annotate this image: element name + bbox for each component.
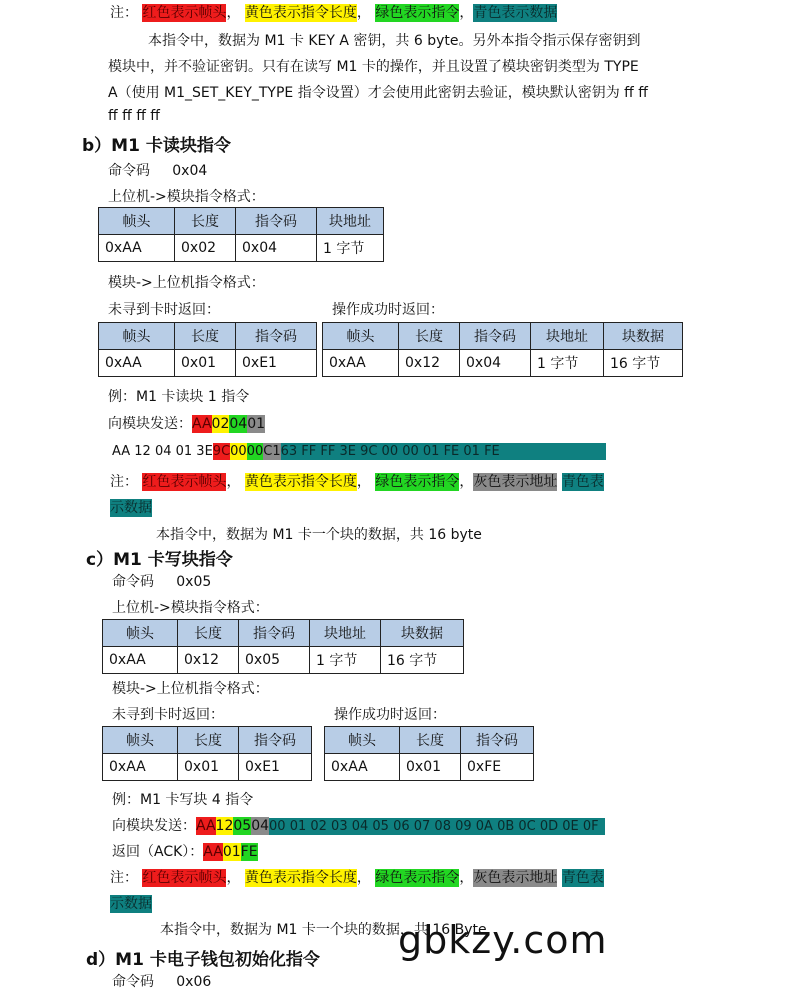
resp-plain: AA 12 04 01 3E xyxy=(112,444,213,459)
byte-red: AA xyxy=(203,844,223,860)
legend-gray: 灰色表示地址 xyxy=(473,870,558,886)
header-cell: 块地址 xyxy=(531,323,604,350)
header-cell: 长度 xyxy=(400,727,461,754)
legend-yellow: 黄色表示指令长度 xyxy=(244,870,357,886)
cell: 0xAA xyxy=(103,754,178,781)
cell: 16 字节 xyxy=(381,647,464,674)
section-b-title: b）M1 卡读块指令 xyxy=(82,136,231,156)
para-a-line-3: A（使用 M1_SET_KEY_TYPE 指令设置）才会使用此密钥去验证，模块默认密钥为 ff ff xyxy=(108,85,648,101)
legend-sep: ， xyxy=(226,474,241,490)
header-cell: 帧头 xyxy=(325,727,400,754)
ok-label-b: 操作成功时返回： xyxy=(332,302,444,318)
legend-gray: 灰色表示地址 xyxy=(473,474,558,490)
header-cell: 指令码 xyxy=(239,620,310,647)
legend-green: 绿色表示指令 xyxy=(375,5,460,21)
cell: 0xAA xyxy=(323,350,399,377)
bytes-teal: 63 FF FF 3E 9C 00 00 01 FE 01 FE xyxy=(281,443,606,460)
cmd-label: 命令码 xyxy=(112,974,154,990)
legend-prefix: 注： xyxy=(110,5,138,21)
legend-b xyxy=(110,471,604,491)
ack-line-c xyxy=(112,841,258,861)
cell: 0xE1 xyxy=(239,754,312,781)
header-cell: 块数据 xyxy=(604,323,683,350)
cell: 0xAA xyxy=(99,235,175,262)
example-b: 例：M1 卡读块 1 指令 xyxy=(108,389,250,405)
nocard-table-b xyxy=(98,322,317,377)
byte-yellow: 01 xyxy=(222,844,241,860)
bytes-teal: 00 01 02 03 04 05 06 07 08 09 0A 0B 0C 0D 0E 0F xyxy=(269,818,605,835)
ok-table-c xyxy=(324,726,534,781)
host-table-b xyxy=(98,207,384,262)
send-line-b xyxy=(108,413,265,433)
cmd-value: 0x05 xyxy=(176,574,212,590)
header-cell: 长度 xyxy=(178,727,239,754)
header-cell: 长度 xyxy=(399,323,460,350)
cell: 0x05 xyxy=(239,647,310,674)
legend-teal: 青色表 xyxy=(561,870,604,886)
header-cell: 帧头 xyxy=(323,323,399,350)
cell: 16 字节 xyxy=(604,350,683,377)
ok-label-c: 操作成功时返回： xyxy=(334,707,446,723)
cell: 1 字节 xyxy=(310,647,381,674)
byte-red: AA xyxy=(196,818,216,834)
byte-gray: 04 xyxy=(251,818,270,834)
byte-yellow: 00 xyxy=(230,444,247,459)
watermark-text: gbkzy.com xyxy=(398,918,608,962)
send-label: 向模块发送： xyxy=(112,818,196,834)
byte-green: FE xyxy=(240,844,258,860)
header-cell: 长度 xyxy=(175,323,236,350)
nocard-label-c: 未寻到卡时返回： xyxy=(112,707,224,723)
cmd-value: 0x04 xyxy=(172,163,208,179)
legend-sep: ， xyxy=(226,5,241,21)
cell: 1 字节 xyxy=(531,350,604,377)
legend-red: 红色表示帧头 xyxy=(142,474,227,490)
cmd-label: 命令码 xyxy=(112,574,154,590)
cmd-code-d xyxy=(112,971,211,991)
header-cell: 长度 xyxy=(178,620,239,647)
legend-sep: ， xyxy=(356,5,371,21)
nocard-label-b: 未寻到卡时返回： xyxy=(108,302,220,318)
example-c: 例：M1 卡写块 4 指令 xyxy=(112,792,254,808)
legend-sep: ， xyxy=(356,474,371,490)
host-table-c xyxy=(102,619,464,674)
header-cell: 块地址 xyxy=(317,208,384,235)
section-c-title: c）M1 卡写块指令 xyxy=(86,550,233,570)
cell: 0xFE xyxy=(461,754,534,781)
legend-teal: 青色表示数据 xyxy=(473,5,558,21)
legend-c-cont xyxy=(110,893,152,913)
legend-teal: 青色表 xyxy=(561,474,604,490)
byte-red: AA xyxy=(192,416,212,432)
cell: 0xAA xyxy=(99,350,175,377)
send-label: 向模块发送： xyxy=(108,416,192,432)
header-cell: 指令码 xyxy=(461,727,534,754)
legend-sep: ， xyxy=(459,870,474,886)
cell: 0xAA xyxy=(103,647,178,674)
para-a-line-4: ff ff ff ff xyxy=(108,108,160,124)
legend-sep: ， xyxy=(356,870,371,886)
byte-green: 05 xyxy=(233,818,252,834)
response-line-b xyxy=(112,444,606,459)
module-format-label-b: 模块->上位机指令格式： xyxy=(108,275,265,291)
cell: 0x01 xyxy=(400,754,461,781)
legend-green: 绿色表示指令 xyxy=(375,870,460,886)
header-cell: 指令码 xyxy=(460,323,531,350)
legend-prefix: 注： xyxy=(110,870,138,886)
legend-yellow: 黄色表示指令长度 xyxy=(244,474,357,490)
cmd-code-c xyxy=(112,571,211,591)
cell: 0xAA xyxy=(325,754,400,781)
cell: 1 字节 xyxy=(317,235,384,262)
legend-a xyxy=(110,2,557,22)
note-c: 本指令中，数据为 M1 卡一个块的数据，共 16 Byte xyxy=(160,922,487,938)
header-cell: 帧头 xyxy=(103,727,178,754)
legend-red: 红色表示帧头 xyxy=(142,5,227,21)
ack-label: 返回（ACK）： xyxy=(112,844,204,860)
legend-teal: 示数据 xyxy=(110,500,152,516)
cmd-label: 命令码 xyxy=(108,163,150,179)
byte-yellow: 02 xyxy=(211,416,230,432)
header-cell: 指令码 xyxy=(236,208,317,235)
ok-table-b xyxy=(322,322,683,377)
para-a-line-2: 模块中，并不验证密钥。只有在读写 M1 卡的操作，并且设置了模块密钥类型为 TYPE xyxy=(108,59,639,75)
legend-prefix: 注： xyxy=(110,474,138,490)
byte-red: 9C xyxy=(212,444,231,459)
host-format-label-b: 上位机->模块指令格式： xyxy=(108,189,265,205)
cell: 0x12 xyxy=(399,350,460,377)
byte-green: 04 xyxy=(229,416,248,432)
header-cell: 块地址 xyxy=(310,620,381,647)
cell: 0x04 xyxy=(236,235,317,262)
cmd-code-b xyxy=(108,160,207,180)
legend-c xyxy=(110,867,604,887)
header-cell: 帧头 xyxy=(103,620,178,647)
byte-yellow: 12 xyxy=(215,818,234,834)
host-format-label-c: 上位机->模块指令格式： xyxy=(112,600,269,616)
section-d-title: d）M1 卡电子钱包初始化指令 xyxy=(86,950,320,970)
cell: 0x01 xyxy=(178,754,239,781)
cmd-value: 0x06 xyxy=(176,974,212,990)
header-cell: 长度 xyxy=(175,208,236,235)
header-cell: 帧头 xyxy=(99,208,175,235)
nocard-table-c xyxy=(102,726,312,781)
cell: 0x01 xyxy=(175,350,236,377)
cell: 0x12 xyxy=(178,647,239,674)
cell: 0x02 xyxy=(175,235,236,262)
para-a-line-1: 本指令中，数据为 M1 卡 KEY A 密钥，共 6 byte。另外本指令指示保存密钥到 xyxy=(148,33,641,49)
note-b: 本指令中，数据为 M1 卡一个块的数据，共 16 byte xyxy=(156,527,482,543)
header-cell: 指令码 xyxy=(236,323,317,350)
byte-green: 00 xyxy=(246,444,264,459)
cell: 0x04 xyxy=(460,350,531,377)
module-format-label-c: 模块->上位机指令格式： xyxy=(112,681,269,697)
byte-gray: 01 xyxy=(247,416,266,432)
header-cell: 指令码 xyxy=(239,727,312,754)
legend-sep: ， xyxy=(459,474,474,490)
legend-sep: ， xyxy=(459,5,474,21)
legend-green: 绿色表示指令 xyxy=(375,474,460,490)
header-cell: 块数据 xyxy=(381,620,464,647)
header-cell: 帧头 xyxy=(99,323,175,350)
legend-yellow: 黄色表示指令长度 xyxy=(244,5,357,21)
legend-red: 红色表示帧头 xyxy=(142,870,227,886)
legend-sep: ， xyxy=(226,870,241,886)
cell: 0xE1 xyxy=(236,350,317,377)
legend-b-cont xyxy=(110,497,152,517)
legend-teal: 示数据 xyxy=(110,896,152,912)
send-line-c xyxy=(112,815,605,835)
byte-gray: C1 xyxy=(263,444,281,459)
